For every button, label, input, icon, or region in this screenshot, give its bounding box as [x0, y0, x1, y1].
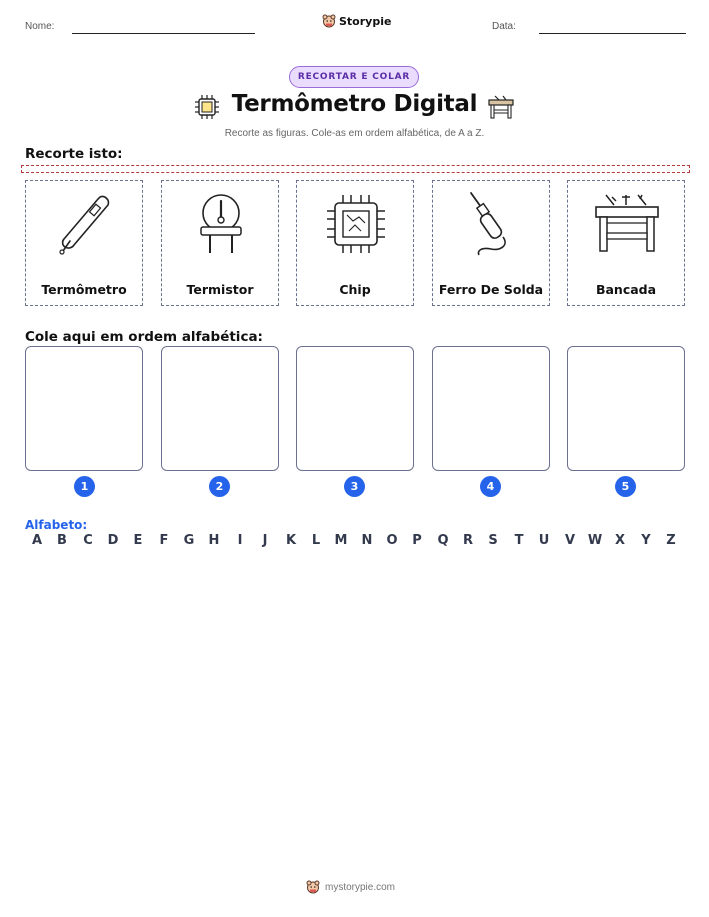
- footer-link[interactable]: mystorypie.com: [325, 881, 396, 893]
- soldering-iron-icon: [457, 189, 527, 259]
- cut-line: [21, 165, 690, 173]
- brand-logo: [322, 14, 391, 28]
- alphabet-letter: B: [57, 533, 67, 548]
- alphabet-letter: A: [31, 533, 43, 548]
- alphabet-letter: Q: [437, 533, 449, 548]
- paste-section-label: Cole aqui em ordem alfabética:: [25, 329, 263, 345]
- position-number-5: 5: [615, 476, 636, 497]
- position-number-3: 3: [344, 476, 365, 497]
- alphabet-letter: Y: [641, 533, 651, 548]
- alphabet-letter: M: [334, 533, 348, 548]
- paste-box-4[interactable]: [432, 346, 550, 471]
- cut-section-label: Recorte isto:: [25, 146, 123, 162]
- alphabet-letter: E: [133, 533, 143, 548]
- mascot-icon: [306, 880, 320, 894]
- paste-box-2[interactable]: [161, 346, 279, 471]
- alphabet-letter: L: [311, 533, 321, 548]
- cut-card-chip[interactable]: [296, 180, 414, 306]
- alphabet-letter: H: [208, 533, 220, 548]
- alphabet-letter: P: [412, 533, 422, 548]
- alphabet-letter: C: [83, 533, 93, 548]
- alphabet-letter: V: [564, 533, 576, 548]
- page-title: Termômetro Digital: [231, 91, 478, 117]
- alphabet-letter: N: [361, 533, 373, 548]
- chip-icon: [321, 189, 391, 259]
- alphabet-letter: F: [159, 533, 169, 548]
- alphabet-letter: S: [488, 533, 498, 548]
- card-label: Bancada: [595, 282, 657, 297]
- card-label: Termômetro: [41, 282, 127, 297]
- brand-name: Storypie: [339, 14, 392, 28]
- alphabet-row: [25, 533, 685, 551]
- name-line[interactable]: [72, 33, 255, 34]
- position-number-2: 2: [209, 476, 230, 497]
- alphabet-letter: U: [538, 533, 550, 548]
- position-number-1: 1: [74, 476, 95, 497]
- date-label: Data:: [492, 21, 516, 32]
- instructions: Recorte as figuras. Cole-as em ordem alfabética, de A a Z.: [224, 128, 485, 139]
- alphabet-letter: O: [386, 533, 398, 548]
- alphabet-letter: R: [462, 533, 473, 548]
- thermometer-icon: [50, 189, 120, 259]
- alphabet-letter: K: [285, 533, 297, 548]
- alphabet-label: Alfabeto:: [25, 518, 88, 532]
- date-line[interactable]: [539, 33, 686, 34]
- position-number-4: 4: [480, 476, 501, 497]
- mascot-icon: [322, 14, 336, 28]
- card-label: Chip: [339, 282, 371, 297]
- cut-card-termometro[interactable]: [25, 180, 143, 306]
- alphabet-letter: D: [107, 533, 119, 548]
- paste-box-1[interactable]: [25, 346, 143, 471]
- cut-card-bancada[interactable]: [567, 180, 685, 306]
- alphabet-letter: G: [183, 533, 195, 548]
- workbench-icon: [592, 189, 662, 259]
- cut-card-ferro-de-solda[interactable]: [432, 180, 550, 306]
- alphabet-letter: I: [237, 533, 243, 548]
- alphabet-letter: T: [514, 533, 524, 548]
- footer: [306, 880, 395, 894]
- paste-box-5[interactable]: [567, 346, 685, 471]
- workbench-icon: [486, 92, 516, 122]
- cut-card-termistor[interactable]: [161, 180, 279, 306]
- name-label: Nome:: [25, 21, 55, 32]
- alphabet-letter: X: [614, 533, 626, 548]
- activity-badge: RECORTAR E COLAR: [289, 66, 419, 88]
- alphabet-letter: J: [262, 533, 268, 548]
- alphabet-letter: W: [587, 533, 603, 548]
- card-label: Ferro De Solda: [438, 282, 544, 297]
- alphabet-letter: Z: [666, 533, 676, 548]
- card-label: Termistor: [186, 282, 254, 297]
- worksheet-header: [0, 0, 709, 50]
- thermistor-icon: [186, 189, 256, 259]
- paste-box-3[interactable]: [296, 346, 414, 471]
